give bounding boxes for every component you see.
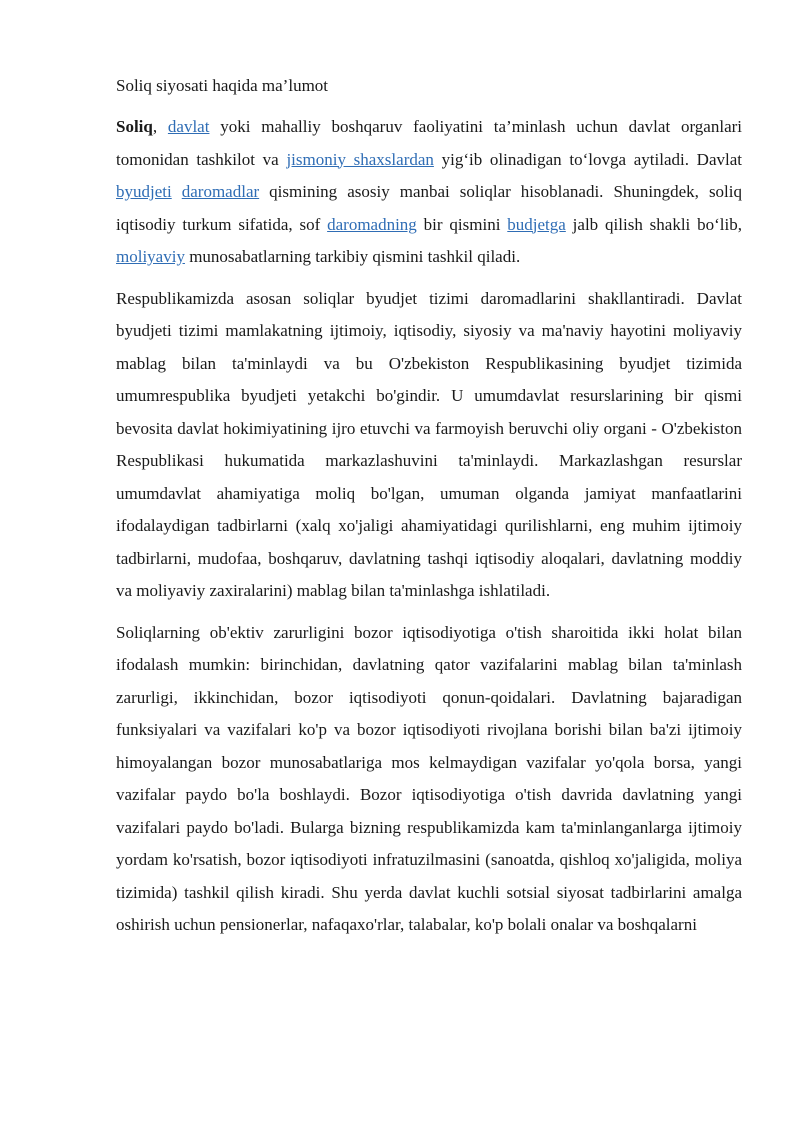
link-daromadlar[interactable]: daromadlar [181,182,260,201]
text-segment: , [152,117,168,136]
term-soliq: Soliq [116,117,153,136]
link-moliyaviy[interactable]: moliyaviy [116,247,185,266]
paragraph-2: Respublikamizda asosan soliqlar byudjet tizimi daromadlarini shakllantiradi. Davlat byudjeti tizimi mamlakatning ijtimoiy, iqtisodiy, siyosiy va ma'naviy hayotini moliyaviy mablag bilan ta'minlaydi va bu O'zbekiston Respublikasining byudjet tizimida umumrespublika byudjeti yetakchi bo'gindir. U umumdavlat resurslarining bir qismi bevosita davlat hokimiyatining ijro etuvchi va farmoyish beruvchi oliy organi - O'zbekiston Respublikasi hukumatida markazlashuvini ta'minlaydi. Markazlashgan resurslar umumdavlat ahamiyatiga moliq bo'lgan, umuman olganda jamiyat manfaatlarini ifodalaydigan tadbirlarni (xalq xo'jaligi ahamiyatidagi qurilishlarni, eng muhim ijtimoiy tadbirlarni, mudofaa, boshqaruv, davlatning tashqi iqtisodiy aloqalari, davlatning moddiy va moliyaviy zaxiralarini) mablag bilan ta'minlashga ishlatiladi. [116,288,742,600]
text-segment: munosabatlarning tarkibiy qismini tashkil qiladi. [184,247,521,266]
text-segment: qismining asosiy manbai soliqlar hisoblanadi. Shuningdek, soliq iqtisodiy turkum sifatida, sof [116,182,743,234]
paragraph-3: Soliqlarning ob'ektiv zarurligini bozor iqtisodiyotiga o'tish sharoitida ikki holat bilan ifodalash mumkin: birinchidan, davlatning qator vazifalarini mablag bilan ta'minlash zarurligi, ikkinchidan, bozor iqtisodiyoti qonun-qoidalari. Davlatning bajaradigan funksiyalari va vazifalari ko'p va bozor iqtisodiyoti rivojlana borishi bilan ba'zi ijtimoiy himoyalangan bozor munosabatlariga mos kelmaydigan vazifalar yo'qola borsa, yangi vazifalar paydo bo'la boshlaydi. Bozor iqtisodiyotiga o'tish davrida davlatning yangi vazifalari paydo bo'ladi. Bularga bizning respublikamizda kam ta'minlanganlarga ijtimoiy yordam ko'rsatish, bozor iqtisodiyoti infratuzilmasini (sanoatda, qishloq xo'jaligida, moliya tizimida) tashkil qilish kiradi. Shu yerda davlat kuchli sotsial siyosat tadbirlarini amalga oshirish uchun pensionerlar, nafaqaxo'rlar, talabalar, ko'p bolali onalar va boshqalarni [116,622,742,934]
document-title: Soliq siyosati haqida ma’lumot [116,76,329,95]
text-segment: yoki mahalliy boshqaruv faoliyatini ta’minlash uchun davlat organlari tomonidan tashkilot va [116,117,743,169]
link-daromadning[interactable]: daromadning [327,214,417,234]
text-segment: yig‘ib olinadigan to‘lovga aytiladi. Davlat [433,149,742,169]
text-segment [172,182,182,201]
link-jismoniy-shaxslardan[interactable]: jismoniy shaxslardan [286,149,434,169]
paragraph-1 [116,111,742,274]
link-budjetga[interactable]: budjetga [507,214,566,234]
link-byudjeti[interactable]: byudjeti [116,182,172,201]
text-segment: bir qismini [416,214,508,234]
link-davlat[interactable]: davlat [167,117,210,136]
text-segment: jalb qilish shakli bo‘lib, [565,214,742,234]
